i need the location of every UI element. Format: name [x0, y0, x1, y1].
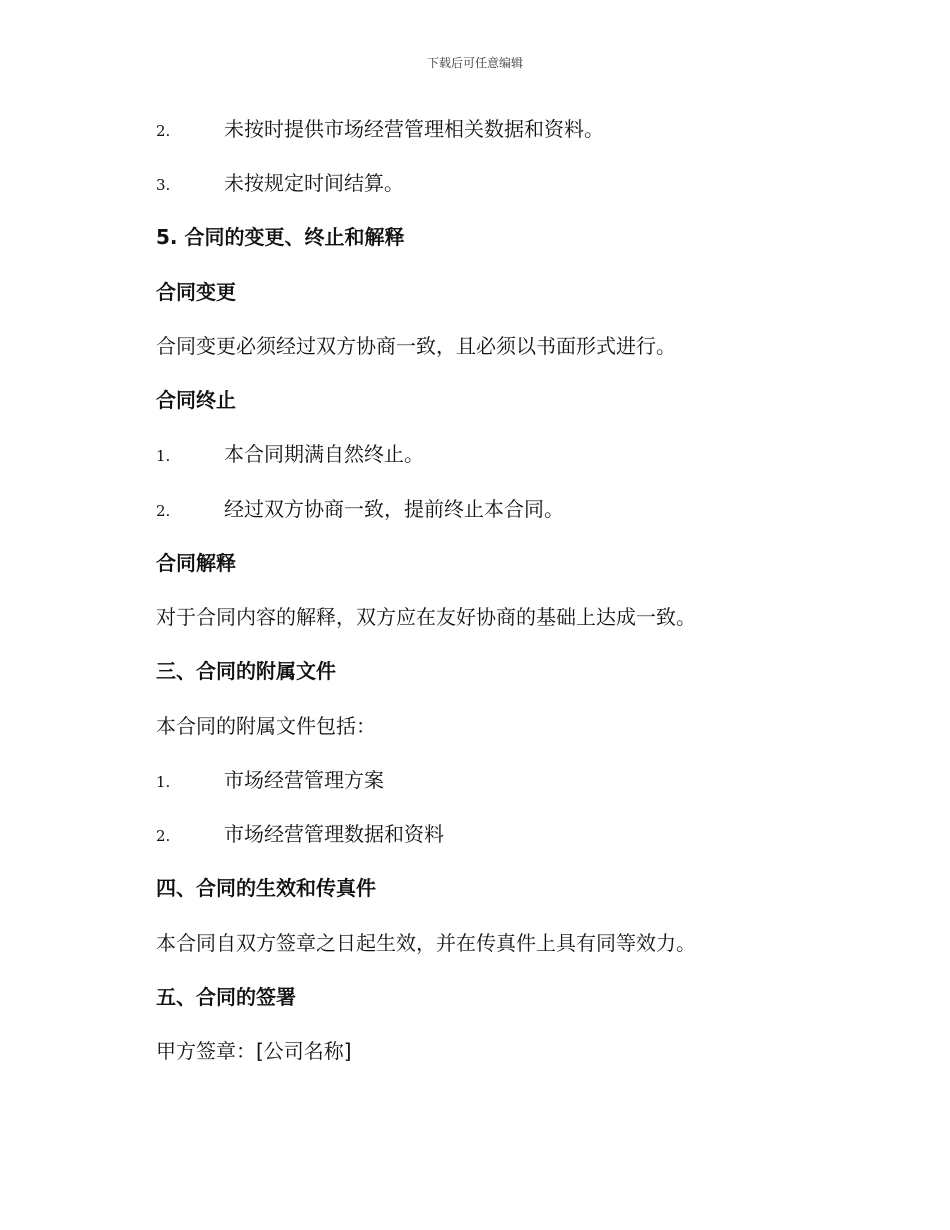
- subsection-heading: 合同终止: [156, 388, 236, 412]
- item-text: 本合同期满自然终止。: [224, 442, 424, 466]
- section-heading: 五、合同的签署: [156, 985, 296, 1009]
- paragraph: 合同变更必须经过双方协商一致，且必须以书面形式进行。: [156, 334, 676, 358]
- section-heading: 三、合同的附属文件: [156, 659, 336, 683]
- signature-line: 甲方签章：[公司名称]: [156, 1039, 352, 1063]
- item-text: 未按规定时间结算。: [224, 171, 404, 195]
- list-item: [156, 822, 444, 848]
- item-number: 2.: [156, 122, 171, 140]
- item-number: 1.: [156, 447, 171, 465]
- item-text: 经过双方协商一致，提前终止本合同。: [224, 497, 564, 521]
- section-heading: 四、合同的生效和传真件: [156, 876, 376, 900]
- item-number: 2.: [156, 502, 171, 520]
- item-text: 未按时提供市场经营管理相关数据和资料。: [224, 117, 604, 141]
- list-item: [156, 768, 384, 794]
- item-number: 1.: [156, 773, 171, 791]
- list-item: [156, 117, 604, 143]
- paragraph: 本合同的附属文件包括：: [156, 714, 376, 738]
- item-number: 3.: [156, 176, 171, 194]
- subsection-heading: 合同解释: [156, 551, 236, 575]
- list-item: [156, 442, 424, 468]
- list-item: [156, 171, 404, 197]
- item-text: 市场经营管理方案: [224, 768, 384, 792]
- paragraph: 本合同自双方签章之日起生效，并在传真件上具有同等效力。: [156, 931, 696, 955]
- subsection-heading: 合同变更: [156, 280, 236, 304]
- list-item: [156, 497, 564, 523]
- item-text: 市场经营管理数据和资料: [224, 822, 444, 846]
- paragraph: 对于合同内容的解释，双方应在友好协商的基础上达成一致。: [156, 605, 696, 629]
- page-header: 下载后可任意编辑: [426, 56, 523, 70]
- section-heading: 5. 合同的变更、终止和解释: [156, 225, 405, 249]
- item-number: 2.: [156, 827, 171, 845]
